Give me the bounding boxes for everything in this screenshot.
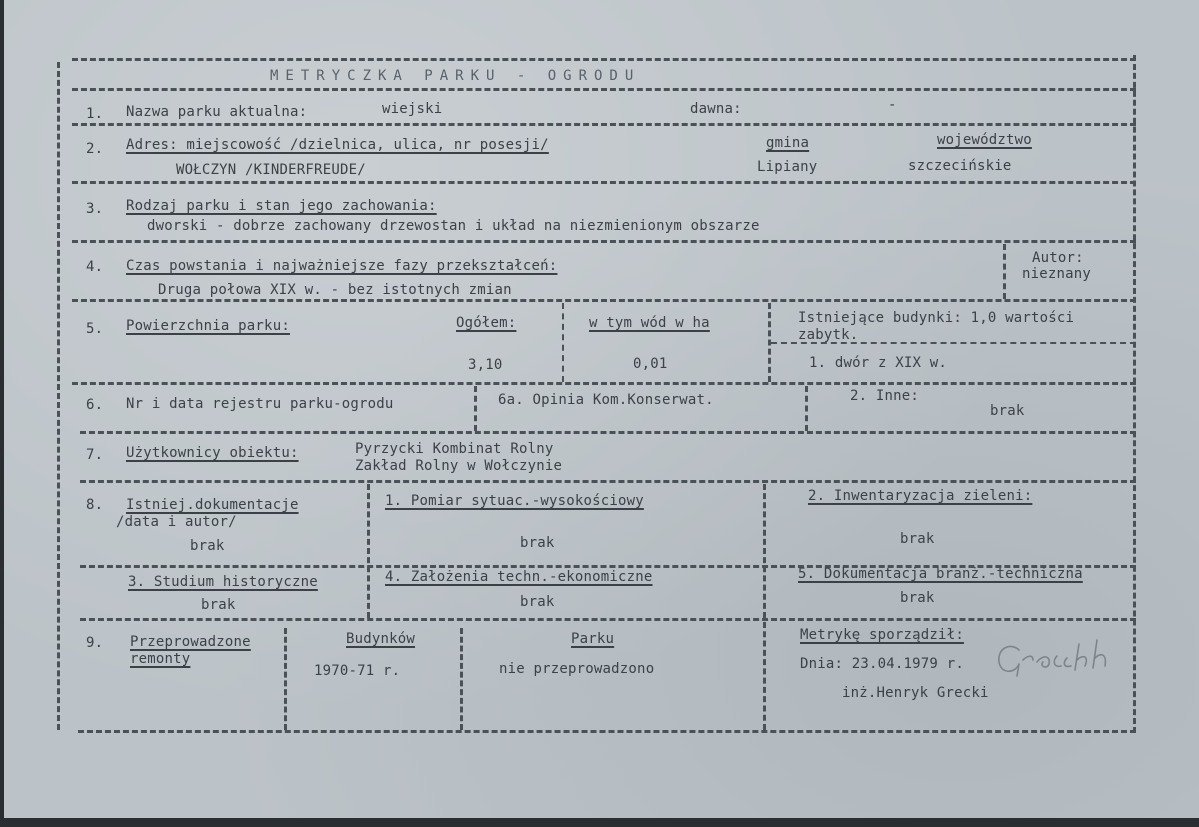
row4-label: Czas powstania i najważniejsze fazy przekształceń: [126, 258, 558, 274]
row2-number: 2. [86, 141, 104, 157]
row8-c3-label: 3. Studium historyczne [128, 574, 318, 590]
row5-total-label: Ogółem: [456, 315, 517, 331]
row4-number: 4. [86, 259, 104, 275]
row1-old-value: - [888, 97, 897, 113]
row2-gmina-label: gmina [766, 135, 810, 151]
row9-buildings-value: 1970-71 r. [314, 663, 401, 679]
rule-row5 [72, 382, 1136, 385]
row4-author-value: nieznany [1022, 266, 1092, 282]
row8-c2-value: brak [900, 531, 935, 547]
row2-woj-label: województwo [937, 132, 1032, 148]
row7-number: 7. [86, 447, 104, 463]
row5-buildings-label: Istniejące budynki: 1,0 wartości zabytk. [798, 310, 1075, 343]
row6-opinion-label: 6a. Opinia Kom.Konserwat. [498, 392, 714, 408]
row5-water-label: w tym wód w ha [589, 315, 710, 331]
scan-edge-bottom [0, 818, 1199, 827]
row6-other-value: brak [990, 403, 1025, 419]
rule-row1 [72, 123, 1136, 126]
rule-v-doc1 [367, 484, 370, 618]
row9-buildings-label: Budynków [346, 631, 416, 647]
rule-v-register [474, 386, 477, 431]
rule-v-doc2 [763, 484, 766, 618]
row7-value-line2: Zakład Rolny w Wołczynie [355, 458, 563, 474]
row7-value-line1: Pyrzycki Kombinat Rolny [355, 441, 554, 457]
rule-row3 [72, 240, 1136, 243]
row8-c1-value: brak [520, 535, 555, 551]
row8-c5-label: 5. Dokumentacja branż.-techniczna [798, 566, 1083, 582]
rule-v-opinion [805, 386, 808, 431]
row5-water-value: 0,01 [633, 356, 668, 372]
row9-label-line1: Przeprowadzone [130, 634, 251, 650]
row8-number: 8. [86, 497, 104, 513]
rule-v-renov2 [460, 628, 463, 730]
row8-c2-label: 2. Inwentaryzacja zieleni: [808, 488, 1033, 504]
row4-author-label: Autor: [1032, 250, 1084, 266]
row1-value: wiejski [382, 101, 443, 117]
rule-v-total [562, 303, 564, 382]
row6-other-label: 2. Inne: [850, 388, 920, 404]
row8-c5-value: brak [900, 590, 935, 606]
row7-label: Użytkownicy obiektu: [126, 445, 299, 461]
row8-value: brak [190, 538, 225, 554]
row9-park-label: Parku [571, 631, 615, 647]
row6-number: 6. [86, 397, 104, 413]
rule-right [1133, 55, 1136, 733]
rule-row6 [80, 431, 1136, 434]
row9-author-name: inż.Henryk Grecki [842, 685, 989, 701]
row1-old-label: dawna: [690, 101, 742, 117]
row2-woj-value: szczecińskie [908, 158, 1012, 174]
row5-label: Powierzchnia parku: [126, 318, 290, 334]
row1-number: 1. [86, 106, 104, 122]
handwritten-signature [993, 636, 1138, 680]
row1-label: Nazwa parku aktualna: [126, 104, 308, 120]
row2-value: WOŁCZYN /KINDERFREUDE/ [176, 162, 366, 178]
row9-label-line2: remonty [130, 651, 191, 667]
row8-label-line2: /data i autor/ [116, 514, 237, 530]
row9-date-line: Dnia: 23.04.1979 r. [800, 656, 964, 672]
row3-value: dworski - dobrze zachowany drzewostan i układ na niezmienionym obszarze [147, 218, 760, 234]
rule-v-renov1 [284, 628, 287, 730]
rule-v-author [1003, 244, 1006, 299]
rule-row8b [80, 618, 1136, 621]
row8-c4-label: 4. Założenia techn.-ekonomiczne [385, 569, 653, 585]
rule-below-title [72, 88, 1136, 91]
rule-row7 [80, 480, 1136, 483]
row6-label: Nr i data rejestru parku-ogrodu [126, 396, 394, 412]
row9-park-value: nie przeprowadzono [499, 661, 655, 677]
row2-label: Adres: miejscowość /dzielnica, ulica, nr posesji/ [126, 137, 549, 153]
rule-v-renov3 [763, 622, 766, 730]
row3-number: 3. [86, 201, 104, 217]
rule-bottom [78, 730, 1136, 733]
row9-author-label: Metrykę sporządził: [800, 627, 964, 643]
row8-c3-value: brak [201, 597, 236, 613]
row4-value: Druga połowa XIX w. - bez istotnych zmian [158, 282, 512, 298]
row5-buildings-value: 1. dwór z XIX w. [809, 355, 948, 371]
rule-left [57, 62, 60, 730]
rule-top [72, 58, 1136, 61]
row5-number: 5. [86, 321, 104, 337]
row9-number: 9. [86, 635, 104, 651]
row8-c1-label: 1. Pomiar sytuac.-wysokościowy [385, 493, 644, 509]
row3-label: Rodzaj parku i stan jego zachowania: [126, 198, 437, 214]
rule-row4 [72, 299, 1136, 302]
row8-label-line1: Istniej.dokumentacje [126, 497, 299, 513]
form-title: METRYCZKA PARKU - OGRODU [270, 68, 641, 84]
row8-c4-value: brak [520, 594, 555, 610]
row2-gmina-value: Lipiany [757, 159, 818, 175]
row5-total-value: 3,10 [468, 357, 503, 373]
rule-row2 [72, 181, 1136, 184]
scan-edge-left [0, 0, 4, 827]
